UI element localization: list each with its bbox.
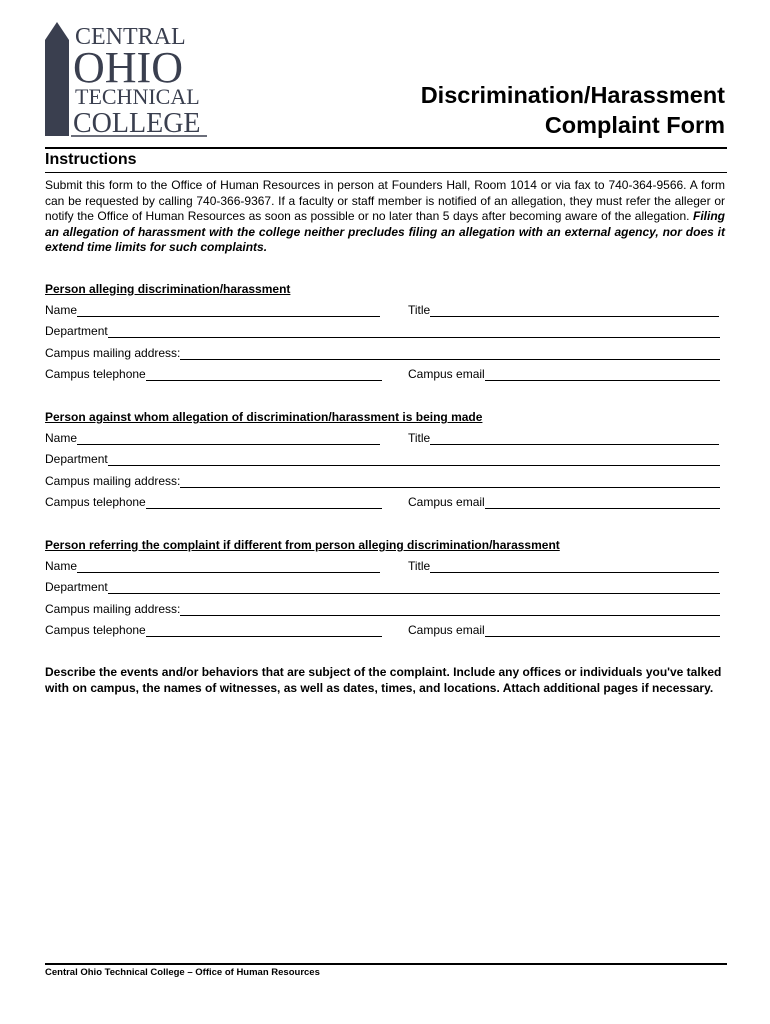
title-input[interactable] [430,305,719,317]
title-input[interactable] [430,561,719,573]
name-input[interactable] [77,305,380,317]
instructions-text [45,178,725,256]
alleging-name-field[interactable] [45,303,380,317]
instructions-heading: Instructions [45,151,137,168]
title-label: Title [408,303,431,317]
instructions-emphasis: Filing an allegation of harassment with the college neither precludes filing an allegation with an external agency, nor does it extend time limits for such complaints. [45,209,725,254]
mailing-input[interactable] [180,348,720,360]
title-label: Title [408,559,431,573]
alleging-title-field[interactable] [408,303,719,317]
page-title [421,80,725,140]
mailing-input[interactable] [180,476,720,488]
header-divider [45,147,727,149]
name-input[interactable] [77,561,380,573]
telephone-input[interactable] [146,625,382,637]
department-label: Department [45,452,108,466]
title-line-2: Complaint Form [544,112,725,138]
alleging-telephone-field[interactable] [45,367,382,381]
name-label: Name [45,559,78,573]
referring-telephone-field[interactable] [45,623,382,637]
department-input[interactable] [108,326,720,338]
department-input[interactable] [108,454,720,466]
department-label: Department [45,324,108,338]
referring-title-field[interactable] [408,559,719,573]
svg-text:COLLEGE: COLLEGE [73,108,201,138]
title-label: Title [408,431,431,445]
referring-email-field[interactable] [408,623,720,637]
svg-text:TECHNICAL: TECHNICAL [75,84,200,109]
telephone-input[interactable] [146,497,382,509]
referring-mailing-field[interactable] [45,602,720,616]
telephone-label: Campus telephone [45,367,146,381]
email-label: Campus email [408,367,485,381]
against-department-field[interactable] [45,452,720,466]
email-label: Campus email [408,495,485,509]
mailing-label: Campus mailing address: [45,474,181,488]
alleging-department-field[interactable] [45,324,720,338]
instructions-body: Submit this form to the Office of Human Resources in person at Founders Hall, Room 1014 or via fax to 740-364-9566. A form can be requested by calling 740-366-9367. If a faculty or staff member is notified of an allegation, they must refer the alleger or notify the Office of Human Resources as soon as possible or no later than 5 days after becoming aware of the allegation. [45,178,725,223]
referring-department-field[interactable] [45,580,720,594]
describe-instructions: Describe the events and/or behaviors that are subject of the complaint. Include any offices or individuals you've talked with on campus, the names of witnesses, as well as dates, times, and locations. Attach additional pages if necessary. [45,665,722,695]
email-input[interactable] [485,369,720,381]
email-input[interactable] [485,625,720,637]
telephone-label: Campus telephone [45,495,146,509]
college-logo [45,22,213,138]
section-title-referring: Person referring the complaint if different from person alleging discrimination/harassment [45,538,560,552]
footer-text: Central Ohio Technical College – Office of Human Resources [45,967,320,978]
title-input[interactable] [430,433,719,445]
svg-text:OHIO: OHIO [73,43,183,92]
telephone-input[interactable] [146,369,382,381]
title-line-1: Discrimination/Harassment [420,82,725,108]
name-label: Name [45,431,78,445]
referring-name-field[interactable] [45,559,380,573]
department-input[interactable] [108,582,720,594]
svg-text:CENTRAL: CENTRAL [75,24,186,50]
against-title-field[interactable] [408,431,719,445]
alleging-mailing-field[interactable] [45,346,720,360]
footer-divider [45,963,727,965]
name-input[interactable] [77,433,380,445]
against-email-field[interactable] [408,495,720,509]
against-name-field[interactable] [45,431,380,445]
alleging-email-field[interactable] [408,367,720,381]
telephone-label: Campus telephone [45,623,146,637]
instructions-divider [45,172,727,173]
mailing-label: Campus mailing address: [45,602,181,616]
name-label: Name [45,303,78,317]
department-label: Department [45,580,108,594]
college-tower-logo-icon [45,22,213,138]
against-mailing-field[interactable] [45,474,720,488]
against-telephone-field[interactable] [45,495,382,509]
mailing-label: Campus mailing address: [45,346,181,360]
section-title-alleging: Person alleging discrimination/harassment [45,282,291,296]
email-label: Campus email [408,623,485,637]
mailing-input[interactable] [180,604,720,616]
email-input[interactable] [485,497,720,509]
section-title-against: Person against whom allegation of discrimination/harassment is being made [45,410,483,424]
